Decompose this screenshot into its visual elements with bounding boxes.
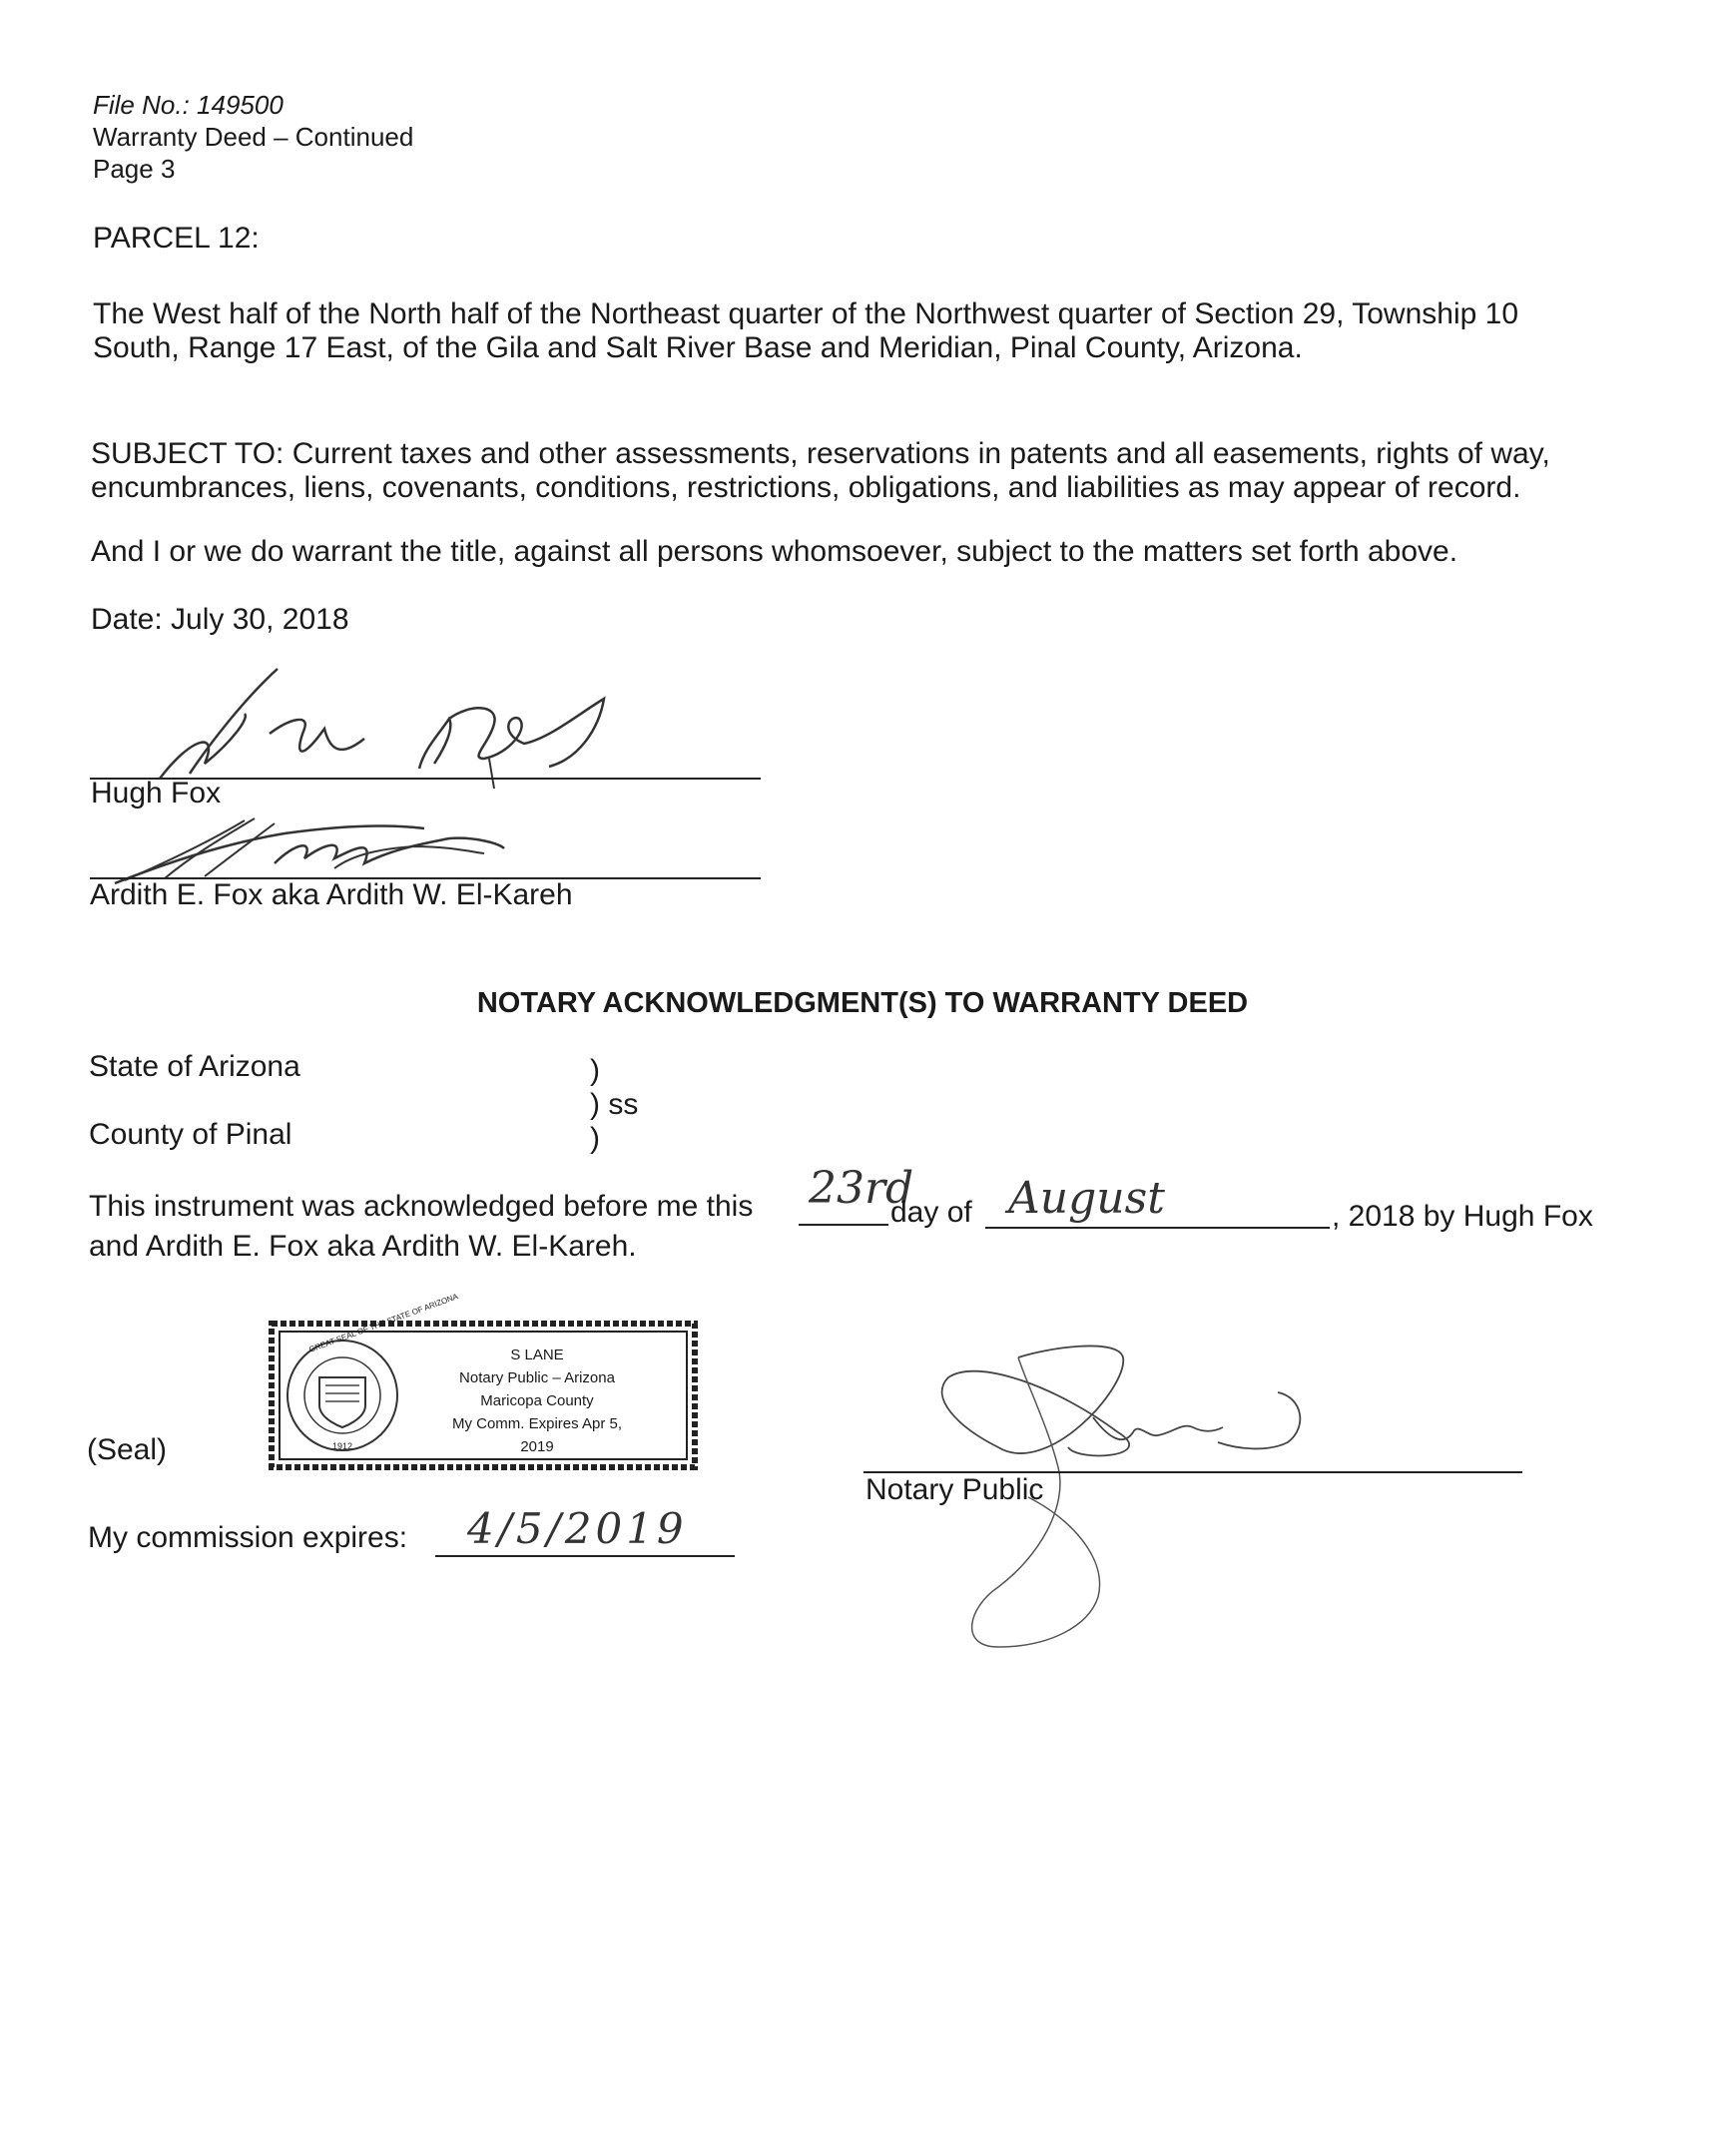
venue-state: State of Arizona <box>89 1050 300 1083</box>
handwritten-month: August <box>1008 1173 1165 1224</box>
signer-name-ardith-fox: Ardith E. Fox aka Ardith W. El-Kareh <box>90 878 573 911</box>
seal-year: 1912 <box>331 1441 353 1451</box>
notary-stamp <box>268 1292 699 1471</box>
venue-ss: ) ss <box>590 1088 639 1121</box>
page-number: Page 3 <box>93 154 176 184</box>
subject-to-line2: encumbrances, liens, covenants, conditions, restrictions, obligations, and liabilities as may appear of record. <box>91 471 1521 504</box>
parcel-description-line2: South, Range 17 East, of the Gila and Salt River Base and Meridian, Pinal County, Arizona. <box>93 331 1303 364</box>
acknowledgment-text-part1: This instrument was acknowledged before me this <box>89 1190 754 1223</box>
parcel-heading: PARCEL 12: <box>93 222 260 255</box>
venue-county: County of Pinal <box>89 1118 292 1151</box>
warranty-clause: And I or we do warrant the title, against all persons whomsoever, subject to the matters set forth above. <box>91 535 1458 568</box>
acknowledgment-text-part2: day of <box>890 1196 972 1229</box>
parcel-description-line1: The West half of the North half of the Northeast quarter of the Northwest quarter of Section 29, Township 10 <box>93 297 1519 330</box>
seal-label: (Seal) <box>87 1433 168 1466</box>
signer-name-hugh-fox: Hugh Fox <box>91 777 222 809</box>
file-number: File No.: 149500 <box>93 90 284 120</box>
stamp-notary-name: S LANE <box>510 1347 564 1363</box>
subject-to-line1: SUBJECT TO: Current taxes and other assessments, reservations in patents and all easements, rights of way, <box>91 437 1550 470</box>
acknowledgment-text-part3: , 2018 by Hugh Fox <box>1332 1200 1593 1233</box>
seal-ring-text: GREAT SEAL OF THE STATE OF ARIZONA <box>307 1292 460 1354</box>
deed-date: Date: July 30, 2018 <box>91 603 349 636</box>
month-blank-line <box>985 1227 1330 1229</box>
commission-expires-label: My commission expires: <box>88 1521 408 1554</box>
day-blank-line <box>799 1224 888 1226</box>
document-type: Warranty Deed – Continued <box>93 122 414 152</box>
acknowledgment-text-line2: and Ardith E. Fox aka Ardith W. El-Kareh. <box>89 1230 637 1263</box>
stamp-expiration: My Comm. Expires Apr 5, 2019 <box>451 1415 623 1455</box>
stamp-county: Maricopa County <box>480 1392 594 1409</box>
signature-ardith-fox <box>105 808 524 888</box>
handwritten-commission-date: 4/5/2019 <box>467 1504 688 1553</box>
notary-public-label: Notary Public <box>865 1473 1044 1506</box>
venue-paren-1: ) <box>590 1054 600 1087</box>
handwritten-day: 23rd <box>809 1163 914 1214</box>
venue-paren-2: ) <box>590 1122 600 1155</box>
stamp-notary-title: Notary Public – Arizona <box>459 1369 615 1386</box>
notary-section-title: NOTARY ACKNOWLEDGMENT(S) TO WARRANTY DEED <box>476 987 1249 1019</box>
commission-blank-line <box>435 1555 735 1557</box>
